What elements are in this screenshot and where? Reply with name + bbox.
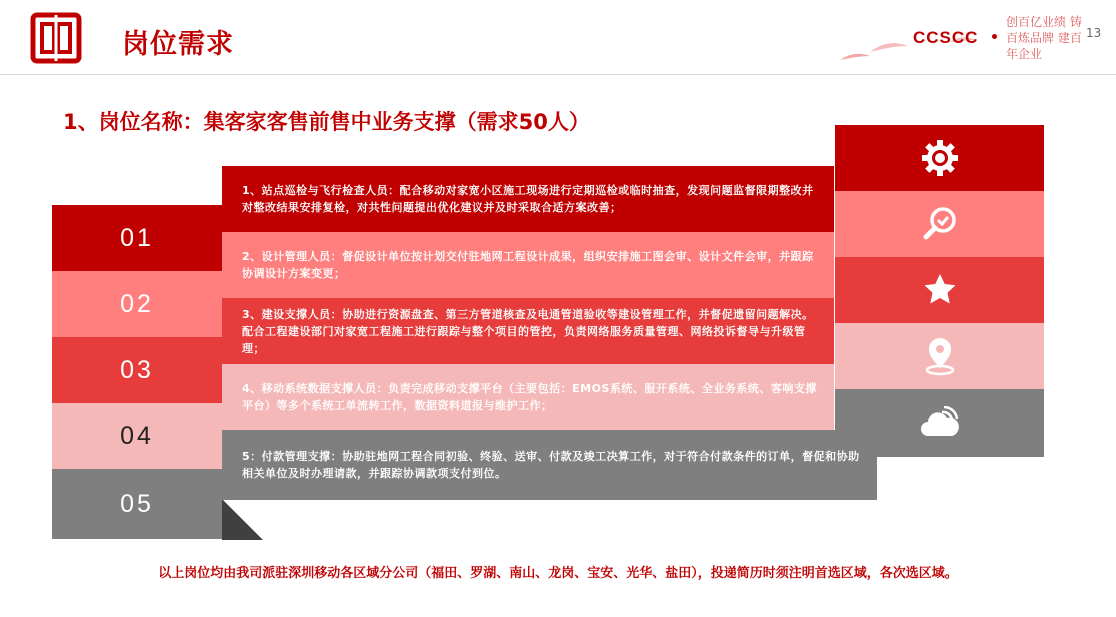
- number-block-3: [52, 337, 222, 403]
- row-text: 2、设计管理人员：督促设计单位按计划交付驻地网工程设计成果，组织安排施工图会审、设计文件会审，并跟踪协调设计方案变更；: [242, 250, 814, 280]
- bottom-fold-shadow: [222, 499, 263, 540]
- number-label: 03: [120, 355, 154, 384]
- number-block-5: [52, 469, 222, 539]
- row-text: 5：付款管理支撑：协助驻地网工程合同初验、终验、送审、付款及竣工决算工作，对于符合付款条件的订单，督促和协助相关单位及时办理请款，并跟踪协调款项支付到位。: [242, 450, 860, 480]
- brand-dot: [992, 34, 997, 39]
- page-number: 13: [1086, 26, 1102, 40]
- search-check-icon: [921, 205, 959, 243]
- row-text: 3、建设支撑人员：协助进行资源盘查、第三方管道核查及电通管道验收等建设管理工作，并督促遗留问题解决。配合工程建设部门对家宽工程施工进行跟踪与整个项目的管控，负责网络服务质量管理、网络投诉督导与升级管理；: [242, 307, 814, 355]
- location-pin-icon: [921, 336, 959, 376]
- number-block-4: [52, 403, 222, 469]
- slogan: 创百亿业绩 铸百炼品牌 建百年企业: [1006, 15, 1082, 61]
- star-icon: [921, 271, 959, 309]
- gear-icon: [920, 138, 960, 178]
- header-divider: [0, 74, 1116, 75]
- icon-block-2: [835, 191, 1044, 257]
- row-4: [222, 364, 834, 430]
- brand-name: CCSCC: [913, 28, 979, 47]
- number-label: 01: [120, 223, 154, 252]
- row-5: [222, 430, 877, 500]
- row-text: 1、站点巡检与飞行检查人员：配合移动对家宽小区施工现场进行定期巡检或临时抽查，发现问题监督限期整改并对整改结果安排复检，对共性问题提出优化建议并及时采取合适方案改善；: [242, 184, 814, 214]
- footer-note: 以上岗位均由我司派驻深圳移动各区域分公司（福田、罗湖、南山、龙岗、宝安、光华、盐田），投递简历时须注明首选区域，各次选区域。: [158, 566, 958, 581]
- position-title: 1、岗位名称：集客家客售前售中业务支撑（需求50人）: [63, 110, 590, 134]
- icon-block-4: [835, 323, 1044, 389]
- icon-block-1: [835, 125, 1044, 191]
- number-block-2: [52, 271, 222, 337]
- number-label: 05: [120, 489, 154, 518]
- number-label: 04: [120, 421, 154, 450]
- icon-block-3: [835, 257, 1044, 323]
- cloud-icon: [920, 406, 960, 440]
- row-text: 4、移动系统数据支撑人员：负责完成移动支撑平台（主要包括：EMOS系统、服开系统、全业务系统、客响支撑平台）等多个系统工单流转工作，数据资料道报与维护工作；: [242, 382, 817, 412]
- row-2: [222, 232, 834, 298]
- number-label: 02: [120, 289, 154, 318]
- row-1: [222, 166, 834, 232]
- number-block-1: [52, 205, 222, 271]
- company-logo: [30, 12, 82, 64]
- page-title: 岗位需求: [122, 29, 234, 60]
- row-3: [222, 298, 834, 364]
